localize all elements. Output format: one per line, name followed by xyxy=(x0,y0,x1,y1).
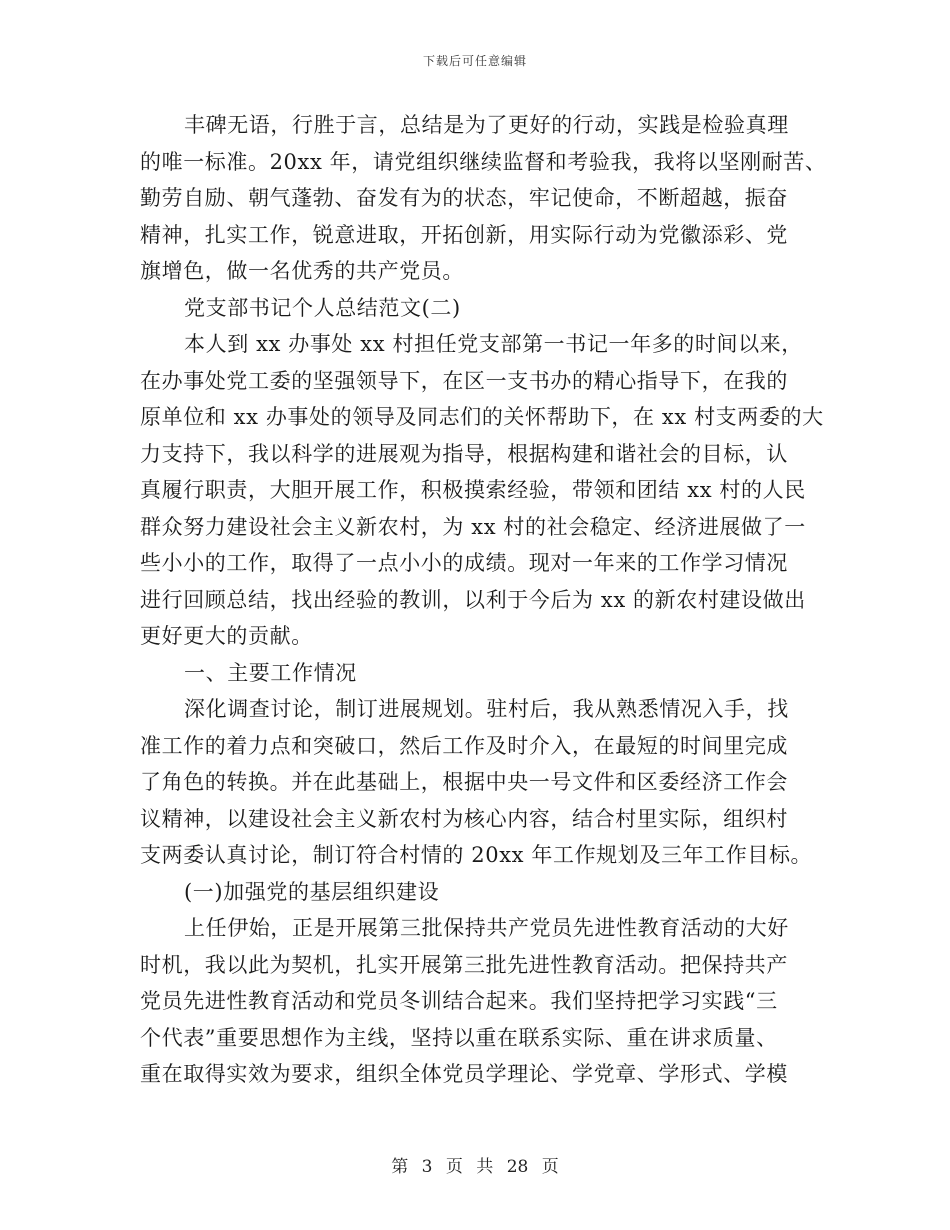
text-line: 在办事处党工委的坚强领导下，在区一支书办的精心指导下，在我的 xyxy=(140,368,788,393)
text-line: 丰碑无语，行胜于言，总结是为了更好的行动，实践是检验真理 xyxy=(184,113,789,137)
text-line: 一、主要工作情况 xyxy=(184,660,357,685)
text-line: 力支持下，我以科学的进展观为指导，根据构建和谐社会的目标，认 xyxy=(140,441,788,466)
footer-page-prefix: 第 xyxy=(391,1157,409,1177)
page-header-note: 下载后可任意编辑 xyxy=(422,54,527,68)
footer-page-mid: 页 xyxy=(445,1157,463,1177)
footer-page-number: 3 xyxy=(421,1157,433,1177)
text-line: 原单位和 xx 办事处的领导及同志们的关怀帮助下，在 xx 村支两委的大 xyxy=(140,405,824,429)
text-line: 精神，扎实工作，锐意进取，开拓创新，用实际行动为党徽添彩、党 xyxy=(140,222,788,247)
footer-total-pages: 28 xyxy=(506,1157,529,1177)
text-line: 议精神，以建设社会主义新农村为核心内容，结合村里实际，组织村 xyxy=(140,806,788,831)
text-line: 了角色的转换。并在此基础上，根据中央一号文件和区委经济工作会 xyxy=(140,770,788,794)
text-line: 些小小的工作，取得了一点小小的成绩。现对一年来的工作学习情况 xyxy=(140,551,788,575)
text-line: 更好更大的贡献。 xyxy=(140,624,313,648)
document-body xyxy=(140,107,827,1093)
text-line: 时机，我以此为契机，扎实开展第三批先进性教育活动。把保持共产 xyxy=(140,952,788,977)
text-line: 党员先进性教育活动和党员冬训结合起来。我们坚持把学习实践“三 xyxy=(140,989,778,1013)
text-line: 本人到 xx 办事处 xx 村担任党支部第一书记一年多的时间以来， xyxy=(184,332,803,356)
text-line: 深化调查讨论，制订进展规划。驻村后，我从熟悉情况入手，找 xyxy=(184,697,789,721)
text-line: 旗增色，做一名优秀的共产党员。 xyxy=(140,259,464,283)
text-line: 进行回顾总结，找出经验的教训，以利于今后为 xx 的新农村建设做出 xyxy=(140,587,806,612)
text-line: 准工作的着力点和突破口，然后工作及时介入，在最短的时间里完成 xyxy=(140,733,788,758)
page-footer xyxy=(0,1152,950,1177)
text-line: 重在取得实效为要求，组织全体党员学理论、学党章、学形式、学模 xyxy=(140,1062,788,1086)
text-line: 的唯一标准。20xx 年，请党组织继续监督和考验我，我将以坚刚耐苦、 xyxy=(140,149,827,174)
text-line: 勤劳自励、朝气蓬勃、奋发有为的状态，牢记使命，不断超越，振奋 xyxy=(140,186,788,210)
footer-total-prefix: 共 xyxy=(476,1157,494,1177)
text-line: 上任伊始，正是开展第三批保持共产党员先进性教育活动的大好 xyxy=(184,916,789,940)
text-line: 支两委认真讨论，制订符合村情的 20xx 年工作规划及三年工作目标。 xyxy=(140,843,813,867)
text-line: 个代表”重要思想作为主线，坚持以重在联系实际、重在讲求质量、 xyxy=(140,1025,778,1050)
text-line: 真履行职责，大胆开展工作，积极摸索经验，带领和团结 xx 村的人民 xyxy=(140,478,806,502)
footer-total-suffix: 页 xyxy=(541,1157,559,1177)
text-line: 党支部书记个人总结范文(二) xyxy=(184,295,461,320)
text-line: (一)加强党的基层组织建设 xyxy=(184,879,440,904)
text-line: 群众努力建设社会主义新农村，为 xx 村的社会稳定、经济进展做了一 xyxy=(140,514,806,539)
